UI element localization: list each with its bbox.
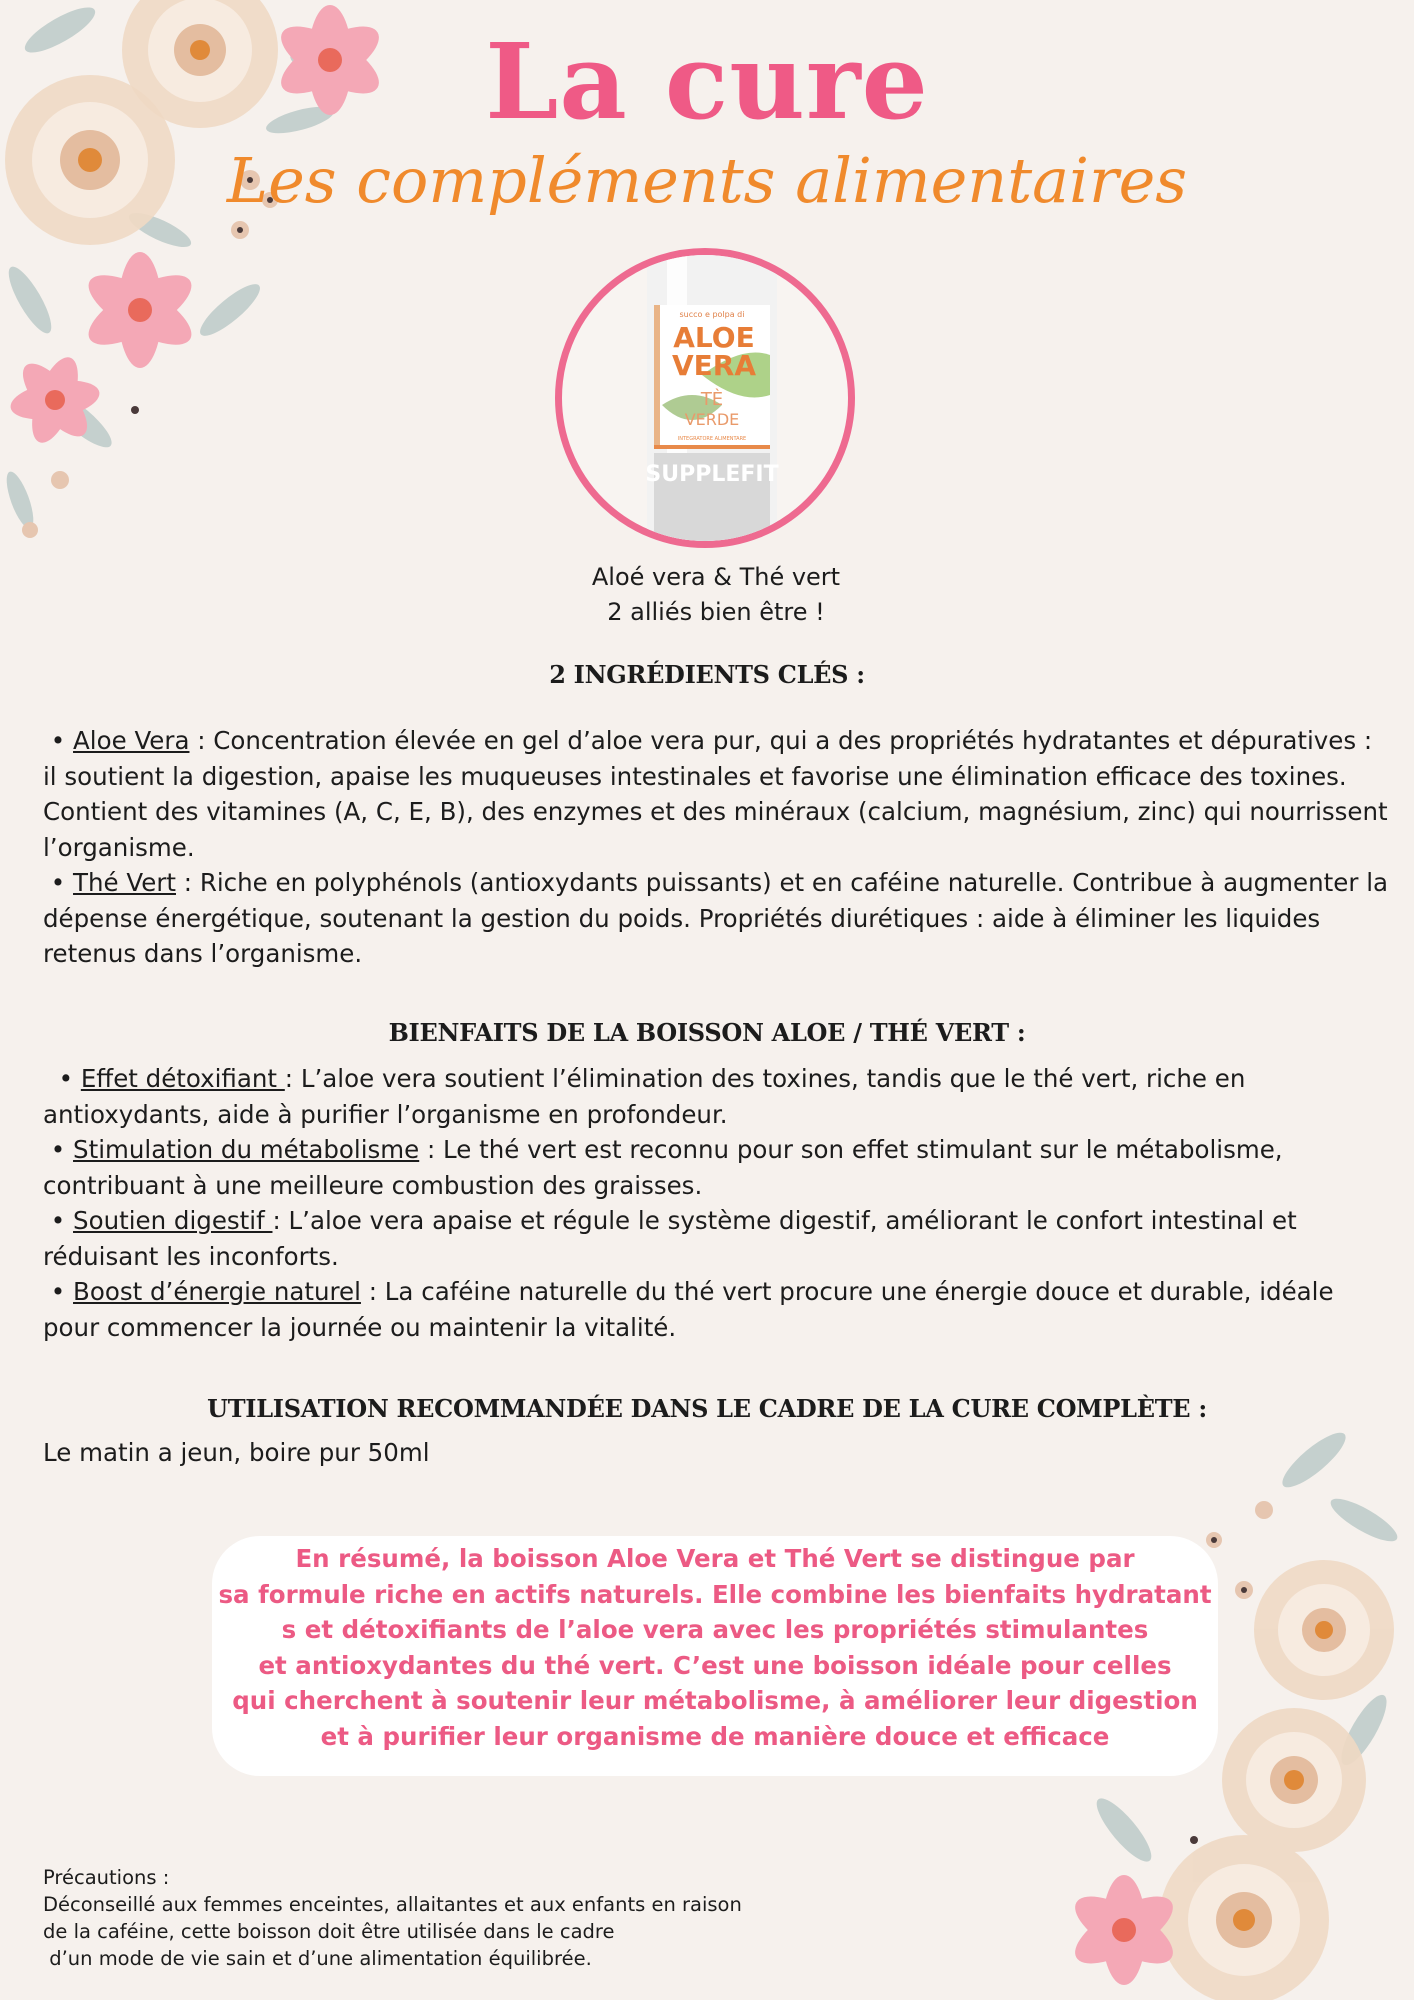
usage-text: Le matin a jeun, boire pur 50ml bbox=[43, 1438, 430, 1467]
summary-line: qui cherchent à soutenir leur métabolisme, à améliorer leur digestion bbox=[232, 1686, 1198, 1715]
ingredients-list bbox=[43, 723, 1388, 972]
ingredient-name: Aloe Vera bbox=[73, 726, 190, 755]
bullet: • bbox=[43, 1064, 81, 1093]
benefit-name: Effet détoxifiant bbox=[80, 1064, 285, 1093]
precautions bbox=[43, 1864, 893, 1972]
benefit-name: Soutien digestif bbox=[73, 1206, 273, 1235]
summary-line: et à purifier leur organisme de manière douce et efficace bbox=[320, 1721, 1110, 1751]
benefit-name: Stimulation du métabolisme bbox=[73, 1135, 420, 1164]
bottle-label-top: succo e polpa di bbox=[679, 310, 745, 319]
bottle-label-vera: VERA bbox=[671, 349, 757, 382]
bullet: • bbox=[43, 1135, 74, 1164]
usage-heading: UTILISATION RECOMMANDÉE DANS LE CADRE DE LA CURE COMPLÈTE : bbox=[207, 1394, 1207, 1423]
bullet: • bbox=[43, 868, 74, 897]
bullet: • bbox=[43, 726, 74, 755]
bottle-label-verde: VERDE bbox=[684, 410, 740, 429]
benefits-list bbox=[43, 1061, 1388, 1345]
bottle-label-te: TÈ bbox=[700, 389, 724, 410]
bullet: • bbox=[43, 1206, 74, 1235]
benefit-name: Boost d’énergie naturel bbox=[73, 1277, 361, 1306]
product-bottle-image bbox=[562, 255, 848, 541]
product-caption bbox=[0, 560, 1414, 630]
precautions-line: de la caféine, cette boisson doit être utilisée dans le cadre bbox=[43, 1920, 615, 1943]
ingredient-name: Thé Vert bbox=[73, 868, 176, 897]
summary-line: et antioxydantes du thé vert. C’est une boisson idéale pour celles bbox=[258, 1650, 1172, 1680]
product-image-frame bbox=[555, 248, 855, 548]
precautions-line: d’un mode de vie sain et d’une alimentation équilibrée. bbox=[43, 1947, 592, 1970]
benefit-item bbox=[43, 1274, 1388, 1345]
summary-line: s et détoxifiants de l’aloe vera avec les propriétés stimulantes bbox=[281, 1615, 1149, 1644]
benefit-item bbox=[43, 1203, 1388, 1274]
benefit-text: : Le thé vert est reconnu pour son effet stimulant sur le métabolisme, contribuant à une meilleure combustion des graisses. bbox=[43, 1135, 1283, 1200]
benefit-text: : L’aloe vera soutient l’élimination des toxines, tandis que le thé vert, riche en antioxydants, aide à purifier l’organisme en profondeur. bbox=[43, 1064, 1246, 1129]
precautions-title: Précautions : bbox=[43, 1866, 170, 1889]
ingredient-item bbox=[43, 723, 1388, 865]
benefit-text: : L’aloe vera apaise et régule le système digestif, améliorant le confort intestinal et réduisant les inconforts. bbox=[43, 1206, 1297, 1271]
benefit-item bbox=[43, 1061, 1388, 1132]
ingredient-item bbox=[43, 865, 1388, 972]
bottle-label-band: INTEGRATORE ALIMENTARE bbox=[677, 436, 747, 442]
ingredient-text: : Concentration élevée en gel d’aloe vera pur, qui a des propriétés hydratantes et dépuratives : il soutient la digestion, apaise les muqueuses intestinales et favorise une élimination efficace des toxines. Contient des vitamines (A, C, E, B), des enzymes et des minéraux (calcium, magnésium, zinc) qui nourrissent l’organisme. bbox=[43, 726, 1388, 862]
benefit-item bbox=[43, 1132, 1388, 1203]
benefit-text: : La caféine naturelle du thé vert procure une énergie douce et durable, idéale pour commencer la journée ou maintenir la vitalité. bbox=[43, 1277, 1334, 1342]
caption-line-1: Aloé vera & Thé vert bbox=[591, 563, 841, 591]
precautions-line: Déconseillé aux femmes enceintes, allaitantes et aux enfants en raison bbox=[43, 1893, 742, 1916]
bullet: • bbox=[43, 1277, 74, 1306]
bottle-label-brand: SUPPLEFIT bbox=[645, 462, 779, 487]
page-title: La cure bbox=[485, 20, 929, 143]
summary-text bbox=[212, 1541, 1218, 1754]
summary-line: sa formule riche en actifs naturels. Elle combine les bienfaits hydratant bbox=[218, 1579, 1212, 1609]
bottle-label-aloe: ALOE bbox=[673, 321, 755, 354]
page-subtitle: Les compléments alimentaires bbox=[226, 144, 1188, 217]
benefits-heading: BIENFAITS DE LA BOISSON ALOE / THÉ VERT : bbox=[388, 1018, 1026, 1047]
summary-line: En résumé, la boisson Aloe Vera et Thé Vert se distingue par bbox=[295, 1544, 1135, 1573]
caption-line-2: 2 alliés bien être ! bbox=[607, 598, 825, 626]
ingredient-text: : Riche en polyphénols (antioxydants puissants) et en caféine naturelle. Contribue à augmenter la dépense énergétique, soutenant la gestion du poids. Propriétés diurétiques : aide à éliminer les liquides retenus dans l’organisme. bbox=[43, 868, 1389, 968]
ingredients-heading: 2 INGRÉDIENTS CLÉS : bbox=[549, 660, 865, 689]
